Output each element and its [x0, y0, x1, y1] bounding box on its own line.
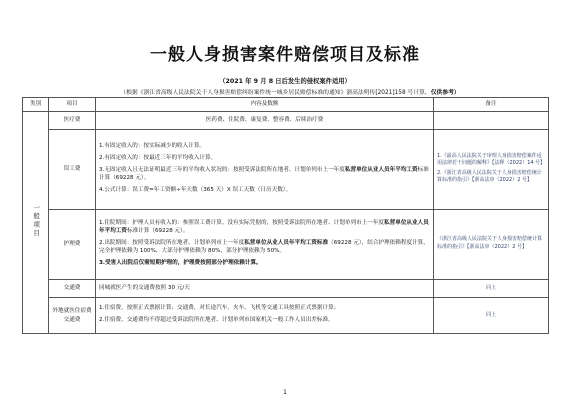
- header-remark: 备注: [434, 98, 549, 112]
- remark-cell: [434, 112, 549, 130]
- category-cell: [23, 112, 49, 334]
- remark-cell: 同上: [434, 280, 549, 298]
- item-cell: 外地就医住宿费交通费: [49, 298, 96, 334]
- table-row: [23, 298, 549, 334]
- remark-cell: 《浙江省高级人民法院关于人身损害赔偿统计算标准的指引》【浙高法审（2022）2 号】: [434, 210, 549, 280]
- remark-cell: 1.《最高人民法院关于审理人身损害赔偿案件适用法律若干问题的解释》【法释（2022）14 号】 2.《浙江省高级人民法院关于人身损害赔偿统计算标准的指引》【浙高法审（2022）2 号】: [434, 130, 549, 210]
- content-cell: 医药费、住院费、康复费、整容费、后续治疗费: [96, 112, 434, 130]
- item-cell: 医疗费: [49, 112, 96, 130]
- content-cell: 1.住院期间：护理人员有收入的：参照误工费计算。没有实际凭据的，按照受诉法院所在地者、计划单列市上一年度私营单位从业人员年平均工资标准计算（69228 元）。 2.出院期间：按照受诉法院所在地者、计划单列市上一年度私营单位从业人员年平均工资标准（69228 元），结合护理依赖程度计算，完全护理依赖为 100%，大部分护理依赖为 80%，部分护理依赖为 50%。 3.受害人出院后仅需短期护理的，护理费按照部分护理依赖计算。: [96, 210, 434, 280]
- content-cell: 1.住宿费，按照正式票据计算；交通费，对长途汽车、火车、飞机等交通工具按照正式票据计算； 2.住宿费、交通费均不得超过受诉法院所在地者、计划单列市国家机关一般工作人员出差标准。: [96, 298, 434, 334]
- compensation-table: [22, 97, 549, 334]
- item-cell: 护理费: [49, 210, 96, 280]
- header-item: 项目: [49, 98, 96, 112]
- content-cell: 1.有固定收入的：按实际减少的收入计算。 2.有固定收入的：按最近三年的平均收入计算。 3.无固定收入且无法证明最近三年的平均收入状况的：按照受诉法院所在地者、计划单列市上一年度私营单位从业人员年平均工资标准计算（69228 元）。 4.公式计算：误工费=年工资额÷年天数（365 天）X 误工天数（日历天数）。: [96, 130, 434, 210]
- item-cell: 交通费: [49, 280, 96, 298]
- subtitle: （2021 年 9 月 8 日后发生的侵权案件适用）: [219, 78, 351, 85]
- item-cell: 误工费: [49, 130, 96, 210]
- table-row: [23, 130, 549, 210]
- remark-cell: 同上: [434, 298, 549, 334]
- table-row: [23, 280, 549, 298]
- page-number: 1: [283, 389, 287, 396]
- page-title: 一般人身损害案件赔偿项目及标准: [150, 45, 420, 65]
- content-cell: 同城就医产生的交通费按照 30 元/天: [96, 280, 434, 298]
- header-category: 类别: [23, 98, 49, 112]
- basis-prefix: （根据《浙江省高级人民法院关于人身损害赔偿纠纷案件统一城乡居民赔偿标准的通知》浙高法明传[2021]158 号计算，: [120, 90, 431, 96]
- table-header-row: [23, 98, 549, 112]
- header-content: 内容及数额: [96, 98, 434, 112]
- basis-note: [30, 87, 550, 96]
- basis-suffix: 仅供参考）: [430, 90, 460, 96]
- table-row: [23, 210, 549, 280]
- category-label: 一般项目: [32, 204, 41, 238]
- table-row: [23, 112, 549, 130]
